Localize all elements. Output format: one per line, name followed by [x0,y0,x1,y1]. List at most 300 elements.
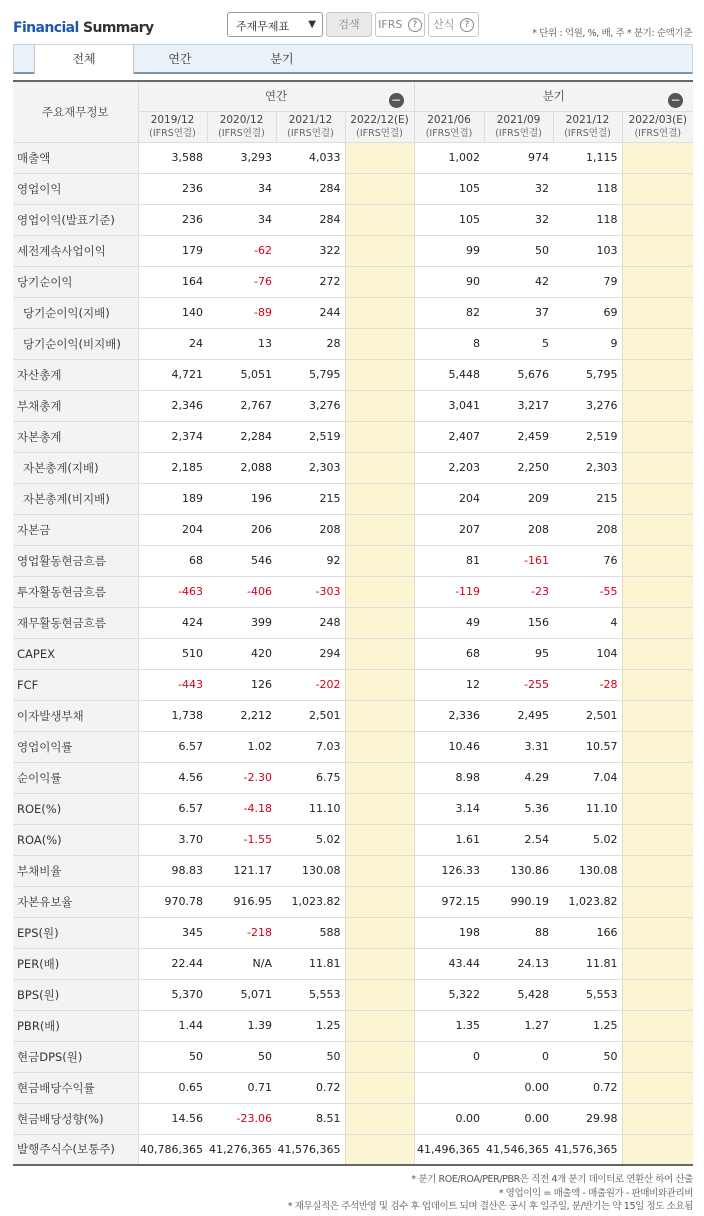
table-cell: 8.51 [276,1103,345,1134]
table-cell: 3.31 [484,731,553,762]
table-cell: 5.36 [484,793,553,824]
table-cell: 0 [484,1041,553,1072]
tab-quarter[interactable]: 분기 [270,52,294,66]
table-cell: -55 [553,576,622,607]
table-cell: 206 [207,514,276,545]
table-cell: 11.10 [553,793,622,824]
table-cell: 284 [276,204,345,235]
table-cell [622,731,693,762]
table-cell: 9 [553,328,622,359]
table-row [13,855,693,886]
table-cell: 4,033 [276,142,345,173]
table-cell: 5,553 [553,979,622,1010]
table-cell: 11.81 [553,948,622,979]
table-cell: 2,284 [207,421,276,452]
row-label: 투자활동현금흐름 [13,576,138,607]
table-cell: 1,002 [414,142,484,173]
table-cell [622,421,693,452]
table-cell: 156 [484,607,553,638]
table-cell: 5 [484,328,553,359]
table-cell: 5,448 [414,359,484,390]
table-cell: -23.06 [207,1103,276,1134]
period-header: 2021/12 (IFRS연결) [553,111,622,142]
row-label: FCF [13,669,138,700]
table-cell [622,452,693,483]
table-row [13,359,693,390]
row-label: 당기순이익 [13,266,138,297]
table-cell [345,421,414,452]
table-cell: 24.13 [484,948,553,979]
table-cell: 140 [138,297,207,328]
table-cell: 1.25 [553,1010,622,1041]
table-cell: -28 [553,669,622,700]
table-cell: 5,370 [138,979,207,1010]
table-cell: 2,185 [138,452,207,483]
table-cell: 2,203 [414,452,484,483]
table-cell: 2,407 [414,421,484,452]
table-cell: 50 [553,1041,622,1072]
header [0,0,704,44]
table-cell: 0.00 [484,1072,553,1103]
quarter-group-header: 분기 − [414,81,693,111]
table-row [13,173,693,204]
table-row [13,1134,693,1165]
table-cell [345,173,414,204]
tab-all[interactable]: 전체 [34,45,134,74]
table-cell: -4.18 [207,793,276,824]
table-row [13,700,693,731]
row-label: 순이익률 [13,762,138,793]
table-cell [622,855,693,886]
table-cell: 2,459 [484,421,553,452]
table-cell: 236 [138,204,207,235]
table-cell: 5,553 [276,979,345,1010]
table-cell: -1.55 [207,824,276,855]
table-cell [345,793,414,824]
table-row [13,1041,693,1072]
table-cell: 1.39 [207,1010,276,1041]
table-cell [622,576,693,607]
table-cell: 2,374 [138,421,207,452]
row-label: 당기순이익(지배) [13,297,138,328]
row-label: 영업이익 [13,173,138,204]
table-cell: 3,588 [138,142,207,173]
minus-circle-icon[interactable]: − [389,93,404,108]
table-cell: 6.57 [138,731,207,762]
table-cell: 88 [484,917,553,948]
table-cell: 3.14 [414,793,484,824]
table-row [13,669,693,700]
table-cell: 164 [138,266,207,297]
table-cell: 3,041 [414,390,484,421]
table-row [13,886,693,917]
table-row [13,452,693,483]
table-cell: 2,519 [553,421,622,452]
table-cell: 14.56 [138,1103,207,1134]
table-row [13,1103,693,1134]
table-cell [345,328,414,359]
row-header-label: 주요재무정보 [13,81,138,142]
table-cell: 2,303 [553,452,622,483]
table-cell: -2.30 [207,762,276,793]
table-cell: 68 [414,638,484,669]
table-cell: 2,212 [207,700,276,731]
table-cell [622,142,693,173]
table-cell: -202 [276,669,345,700]
period-tabs [13,44,693,74]
table-cell: 105 [414,204,484,235]
row-label: PER(배) [13,948,138,979]
table-cell [622,1072,693,1103]
row-label: 세전계속사업이익 [13,235,138,266]
table-cell: 40,786,365 [138,1134,207,1165]
table-cell: 121.17 [207,855,276,886]
table-cell [345,1010,414,1041]
table-row [13,1072,693,1103]
table-cell [622,1041,693,1072]
row-label: 이자발생부채 [13,700,138,731]
table-cell: 81 [414,545,484,576]
table-cell: 43.44 [414,948,484,979]
table-cell: 1.27 [484,1010,553,1041]
table-cell [345,576,414,607]
table-cell [622,638,693,669]
table-cell: 546 [207,545,276,576]
table-cell: 5,322 [414,979,484,1010]
footnote: * 재무실적은 주석반영 및 검수 후 업데이트 되며 결산은 공시 후 일주일, 분/반기는 약 15일 정도 소요됨 [287,1201,693,1212]
table-cell: 8.98 [414,762,484,793]
table-cell: 37 [484,297,553,328]
ifrs-help-button[interactable]: IFRS ? [375,12,425,37]
table-cell: 103 [553,235,622,266]
table-cell [345,731,414,762]
table-cell: 0 [414,1041,484,1072]
table-row [13,421,693,452]
table-cell: 974 [484,142,553,173]
table-cell: 1,023.82 [553,886,622,917]
table-cell [345,545,414,576]
table-cell: 2,519 [276,421,345,452]
table-cell: 179 [138,235,207,266]
table-cell: 130.86 [484,855,553,886]
table-row [13,607,693,638]
table-row [13,1010,693,1041]
minus-circle-icon[interactable]: − [668,93,683,108]
table-cell [345,948,414,979]
table-row [13,328,693,359]
table-cell: 2,501 [276,700,345,731]
table-cell: 204 [414,483,484,514]
table-row [13,948,693,979]
table-cell: 2,088 [207,452,276,483]
table-cell: 1.61 [414,824,484,855]
table-cell: 209 [484,483,553,514]
table-cell [622,545,693,576]
table-cell [622,235,693,266]
table-row [13,235,693,266]
table-row [13,483,693,514]
table-cell: 50 [138,1041,207,1072]
table-cell [345,1103,414,1134]
table-cell: 68 [138,545,207,576]
table-cell: 189 [138,483,207,514]
table-cell: 8 [414,328,484,359]
footnote: * 영업이익 = 매출액 - 매출원가 - 판매비와관리비 [498,1187,693,1199]
table-row [13,762,693,793]
table-cell [345,514,414,545]
table-cell [414,1072,484,1103]
table-cell [345,855,414,886]
table-cell: 12 [414,669,484,700]
table-cell [345,266,414,297]
table-cell: 420 [207,638,276,669]
table-row [13,266,693,297]
table-cell: 13 [207,328,276,359]
row-label: CAPEX [13,638,138,669]
table-cell [622,328,693,359]
table-cell: 105 [414,173,484,204]
search-button[interactable]: 검색 [326,12,372,37]
table-cell [345,390,414,421]
table-cell [622,204,693,235]
table-cell: 1,738 [138,700,207,731]
table-cell: 0.72 [553,1072,622,1103]
table-cell: N/A [207,948,276,979]
table-cell [345,917,414,948]
table-cell: -62 [207,235,276,266]
table-cell: 76 [553,545,622,576]
table-cell: -255 [484,669,553,700]
row-label: 현금DPS(원) [13,1041,138,1072]
table-cell: 2,495 [484,700,553,731]
table-cell: 1,115 [553,142,622,173]
table-cell: 49 [414,607,484,638]
row-label: EPS(원) [13,917,138,948]
table-cell: 0.00 [484,1103,553,1134]
table-cell: 6.75 [276,762,345,793]
table-cell: 2,501 [553,700,622,731]
table-cell: 2.54 [484,824,553,855]
period-header: 2021/09 (IFRS연결) [484,111,553,142]
table-cell: 130.08 [553,855,622,886]
table-cell: 130.08 [276,855,345,886]
table-cell [345,297,414,328]
table-cell: 198 [414,917,484,948]
table-row [13,979,693,1010]
table-cell [622,173,693,204]
table-cell [622,948,693,979]
table-cell: 3,276 [553,390,622,421]
table-row [13,793,693,824]
table-cell: 2,336 [414,700,484,731]
table-cell: 7.03 [276,731,345,762]
table-cell: 5,795 [553,359,622,390]
table-cell: -303 [276,576,345,607]
table-cell [345,1041,414,1072]
statement-select[interactable]: 주재무제표 ▼ [227,12,323,37]
table-cell: 98.83 [138,855,207,886]
row-label: PBR(배) [13,1010,138,1041]
table-cell: 2,767 [207,390,276,421]
table-cell: 41,576,365 [553,1134,622,1165]
table-cell: 4.56 [138,762,207,793]
table-cell [345,142,414,173]
table-cell: 50 [276,1041,345,1072]
row-label: 당기순이익(비지배) [13,328,138,359]
row-label: 현금배당성향(%) [13,1103,138,1134]
table-cell: 42 [484,266,553,297]
row-label: 자본유보율 [13,886,138,917]
row-label: 자본금 [13,514,138,545]
table-cell [622,1134,693,1165]
footnotes [288,1173,693,1214]
table-cell [622,390,693,421]
table-cell [345,886,414,917]
table-cell: 1,023.82 [276,886,345,917]
table-cell: -443 [138,669,207,700]
table-cell: 322 [276,235,345,266]
table-cell: 5,428 [484,979,553,1010]
table-cell: 34 [207,173,276,204]
table-cell: 5.02 [553,824,622,855]
row-label: 자본총계 [13,421,138,452]
table-cell: 5,071 [207,979,276,1010]
table-cell: 5,051 [207,359,276,390]
table-cell [345,1072,414,1103]
table-cell: -76 [207,266,276,297]
table-cell: 236 [138,173,207,204]
table-cell: -406 [207,576,276,607]
table-cell: 3,217 [484,390,553,421]
table-cell: 32 [484,204,553,235]
table-cell: 41,546,365 [484,1134,553,1165]
tab-annual[interactable]: 연간 [168,52,192,66]
period-header: 2019/12 (IFRS연결) [138,111,207,142]
table-row [13,824,693,855]
period-header: 2020/12 (IFRS연결) [207,111,276,142]
table-cell: -218 [207,917,276,948]
table-cell [345,607,414,638]
table-cell: 41,576,365 [276,1134,345,1165]
table-cell: 50 [207,1041,276,1072]
table-cell: 284 [276,173,345,204]
row-label: 영업활동현금흐름 [13,545,138,576]
table-row [13,142,693,173]
table-row [13,390,693,421]
row-label: 매출액 [13,142,138,173]
table-cell: 990.19 [484,886,553,917]
table-cell: 118 [553,173,622,204]
table-cell: -463 [138,576,207,607]
table-cell: 24 [138,328,207,359]
table-cell: 166 [553,917,622,948]
table-cell: 510 [138,638,207,669]
table-row [13,297,693,328]
table-cell: 92 [276,545,345,576]
table-cell: 345 [138,917,207,948]
table-cell: 3,293 [207,142,276,173]
table-cell: 41,276,365 [207,1134,276,1165]
table-cell [622,514,693,545]
page-title: Financial Summary [13,20,154,36]
table-cell: 34 [207,204,276,235]
table-cell: 118 [553,204,622,235]
row-label: 현금배당수익률 [13,1072,138,1103]
table-cell: 4 [553,607,622,638]
table-cell: 3.70 [138,824,207,855]
table-row [13,576,693,607]
table-cell: 294 [276,638,345,669]
table-cell: 5,676 [484,359,553,390]
table-cell [345,1134,414,1165]
table-cell: -89 [207,297,276,328]
row-label: BPS(원) [13,979,138,1010]
table-cell: 196 [207,483,276,514]
table-cell [622,359,693,390]
table-cell: 22.44 [138,948,207,979]
table-cell [622,1103,693,1134]
table-cell: -161 [484,545,553,576]
table-row [13,638,693,669]
table-cell [622,483,693,514]
table-cell: 244 [276,297,345,328]
table-cell [622,793,693,824]
table-cell: 916.95 [207,886,276,917]
table-cell: 2,346 [138,390,207,421]
table-cell [345,762,414,793]
table-cell [345,204,414,235]
table-cell: 82 [414,297,484,328]
table-cell [345,483,414,514]
table-cell: 28 [276,328,345,359]
question-icon: ? [460,18,474,32]
table-cell: 4.29 [484,762,553,793]
period-header: 2022/03(E) (IFRS연결) [622,111,693,142]
table-cell [345,638,414,669]
table-cell: 10.46 [414,731,484,762]
table-cell: 32 [484,173,553,204]
table-cell [622,917,693,948]
table-cell: -23 [484,576,553,607]
table-cell: 1.02 [207,731,276,762]
table-cell: 95 [484,638,553,669]
table-cell: 6.57 [138,793,207,824]
table-cell: 215 [553,483,622,514]
row-label: 부채비율 [13,855,138,886]
table-cell: 588 [276,917,345,948]
table-cell: 5.02 [276,824,345,855]
table-row [13,917,693,948]
period-header: 2021/06 (IFRS연결) [414,111,484,142]
period-header: 2021/12 (IFRS연결) [276,111,345,142]
table-cell: 104 [553,638,622,669]
row-label: 영업이익(발표기준) [13,204,138,235]
table-cell: 126.33 [414,855,484,886]
formula-help-button[interactable]: 산식 ? [428,12,479,37]
table-cell: 970.78 [138,886,207,917]
table-cell: 972.15 [414,886,484,917]
table-cell: 248 [276,607,345,638]
table-cell: 79 [553,266,622,297]
row-label: ROE(%) [13,793,138,824]
table-cell: 4,721 [138,359,207,390]
table-cell [345,979,414,1010]
table-cell: 207 [414,514,484,545]
row-label: 자산총계 [13,359,138,390]
row-label: 발행주식수(보통주) [13,1134,138,1165]
table-cell: 5,795 [276,359,345,390]
table-cell [345,452,414,483]
